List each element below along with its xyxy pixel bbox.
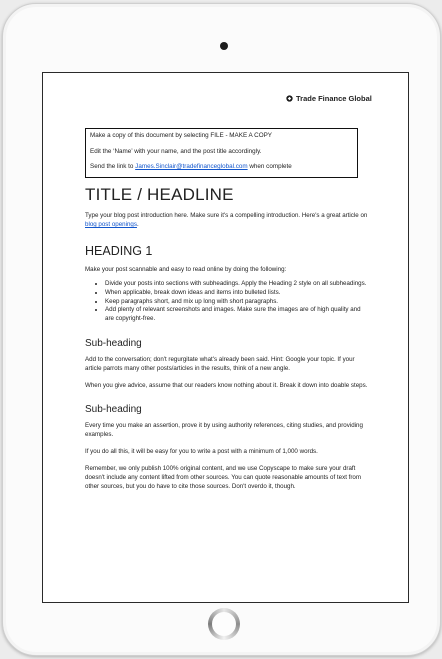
intro-paragraph: [85, 211, 371, 229]
sub2-paragraph-2: If you do all this, it will be easy for you to write a post with a minimum of 1,000 words.: [85, 447, 318, 455]
intro-text: Type your blog post introduction here. Make sure it's a compelling introduction. Here's a great article on: [85, 212, 368, 219]
instruction-line-1: Make a copy of this document by selecting FILE - MAKE A COPY: [90, 132, 272, 139]
sub1-paragraph-1: Add to the conversation; don't regurgitate what's already been said. Hint: Google your topic. If your article parrots many other posts/articles in the results, think of a new angle.: [85, 355, 355, 372]
subheading-2: Sub-heading: [85, 403, 142, 415]
document-page: [42, 72, 409, 603]
sub2-paragraph-3: Remember, we only publish 100% original content, and we use Copyscape to make sure your draft doesn't include any content lifted from other sources. You can quote reasonable amounts of text from other sources, but you do have to cite those sources. Don't overdo it, though.: [85, 464, 362, 490]
list-item: • Keep paragraphs short, and mix up long with short paragraphs.: [105, 298, 371, 307]
brand-header: [286, 94, 372, 103]
subheading-1: Sub-heading: [85, 337, 142, 349]
email-link[interactable]: James.Sinclair@tradefinanceglobal.com: [135, 163, 248, 170]
sub2-paragraph-1: Every time you make an assertion, prove it by using authority references, citing studies, and providing examples.: [85, 421, 363, 438]
instructions-box: [85, 128, 358, 178]
blog-openings-link[interactable]: blog post openings: [85, 221, 137, 228]
tfg-logo-icon: [286, 95, 293, 102]
instruction-line-3-prefix: Send the link to: [90, 163, 136, 170]
instruction-line-3-suffix: when complete: [247, 163, 292, 170]
doc-title: TITLE / HEADLINE: [85, 185, 234, 204]
intro-end: .: [136, 221, 139, 228]
heading-1: HEADING 1: [85, 244, 153, 258]
sub1-paragraph-2: When you give advice, assume that our readers know nothing about it. Break it down into doable steps.: [85, 381, 368, 389]
list-item: • Divide your posts into sections with subheadings. Apply the Heading 2 style on all subheadings.: [105, 280, 371, 289]
list-item: • When applicable, break down ideas and items into bulleted lists.: [105, 289, 371, 298]
tips-list: [85, 280, 371, 324]
camera-icon: [220, 42, 228, 50]
instruction-line-3: [90, 163, 357, 171]
list-item: • Add plenty of relevant screenshots and images. Make sure the images are of high quality and are copyright-free.: [105, 306, 371, 324]
heading1-paragraph: Make your post scannable and easy to read online by doing the following:: [85, 266, 287, 273]
home-button[interactable]: [208, 608, 240, 640]
brand-name: Trade Finance Global: [296, 94, 372, 103]
tablet-frame: [2, 3, 441, 656]
instruction-line-2: Edit the ‘Name’ with your name, and the post title accordingly.: [90, 147, 262, 155]
document-body: [85, 185, 371, 491]
